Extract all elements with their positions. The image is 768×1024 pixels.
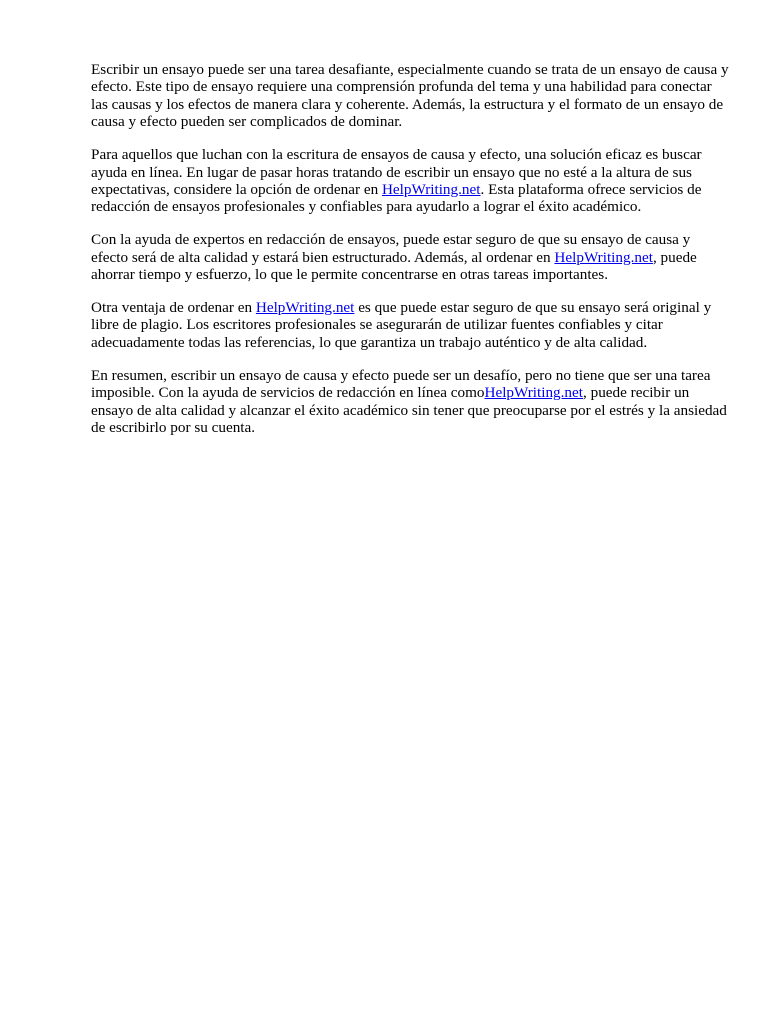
helpwriting-link[interactable]: HelpWriting.net — [554, 248, 653, 266]
paragraph-originality-text-before: Otra ventaja de ordenar en — [91, 298, 256, 316]
paragraph-online-help — [91, 146, 731, 216]
helpwriting-link[interactable]: HelpWriting.net — [484, 384, 583, 402]
paragraph-online-help-text-before: Para aquellos que luchan con la escritura de ensayos de causa y efecto, una solución eficaz es buscar ayuda en línea. En lugar de pasar horas tratando de escribir un ensayo que no esté a la altura de sus expectativas, considere la opción de ordenar en — [91, 146, 702, 198]
paragraph-summary-text-after: , puede recibir un ensayo de alta calidad y alcanzar el éxito académico sin tener que preocuparse por el estrés y la ansiedad de escribirlo por su cuenta. — [91, 384, 727, 436]
document-page — [91, 61, 731, 452]
helpwriting-link[interactable]: HelpWriting.net — [381, 180, 481, 198]
paragraph-intro-text: Escribir un ensayo puede ser una tarea desafiante, especialmente cuando se trata de un ensayo de causa y efecto. Este tipo de ensayo requiere una comprensión profunda del tema y una habilidad para conectar las causas y los efectos de manera clara y coherente. Además, la estructura y el formato de un ensayo de causa y efecto pueden ser complicados de dominar. — [91, 61, 729, 131]
paragraph-intro — [91, 61, 731, 131]
paragraph-experts — [91, 231, 731, 283]
helpwriting-link[interactable]: HelpWriting.net — [255, 298, 355, 316]
paragraph-experts-text-after: , puede ahorrar tiempo y esfuerzo, lo que le permite concentrarse en otras tareas importantes. — [91, 248, 697, 284]
paragraph-originality-text-after: es que puede estar seguro de que su ensayo será original y libre de plagio. Los escritores profesionales se asegurarán de utilizar fuentes confiables y citar adecuadamente todas las referencias, lo que garantiza un trabajo auténtico y de alta calidad. — [91, 298, 712, 351]
paragraph-summary-text-before: En resumen, escribir un ensayo de causa y efecto puede ser un desafío, pero no tiene que ser una tarea imposible. Con la ayuda de servicios de redacción en línea como — [91, 366, 711, 402]
paragraph-online-help-text-after: . Esta plataforma ofrece servicios de redacción de ensayos profesionales y confiables para ayudarlo a lograr el éxito académico. — [91, 180, 702, 216]
paragraph-experts-text-before: Con la ayuda de expertos en redacción de ensayos, puede estar seguro de que su ensayo de causa y efecto será de alta calidad y estará bien estructurado. Además, al ordenar en — [91, 231, 691, 266]
paragraph-originality — [91, 299, 731, 351]
paragraph-summary — [91, 367, 731, 437]
